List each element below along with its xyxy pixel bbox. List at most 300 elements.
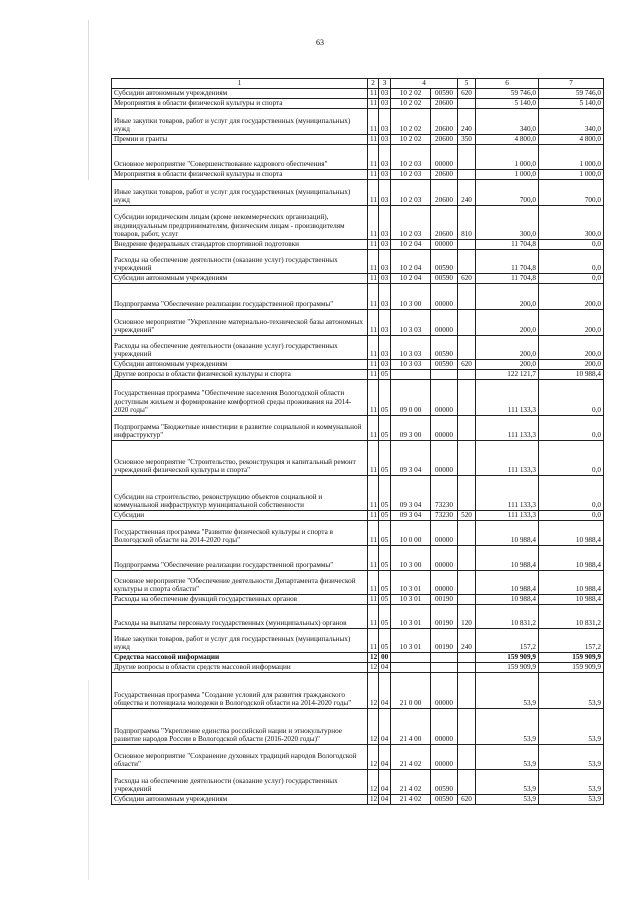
row-name-cell: Государственная программа "Создание условий для развития гражданского общества и потенциала молодежи в Вологодской области на 2014-2020 годы"	[112, 673, 368, 709]
table-row	[112, 770, 604, 795]
table-row	[112, 745, 604, 770]
section-code-cell: 11	[368, 605, 379, 629]
section-code-cell: 12	[368, 653, 379, 663]
expense-type-cell	[458, 145, 476, 170]
program-code-cell: 10 2 02	[391, 99, 431, 109]
direction-code-cell: 00000	[431, 673, 458, 709]
amount-2018-cell: 0,0	[539, 511, 604, 521]
subsection-code-cell: 05	[379, 629, 391, 653]
subsection-code-cell: 03	[379, 109, 391, 135]
subsection-code-cell: 03	[379, 360, 391, 370]
amount-2018-cell: 10 831,2	[539, 605, 604, 629]
table-row	[112, 605, 604, 629]
subsection-code-cell: 04	[379, 745, 391, 770]
table-row	[112, 360, 604, 370]
expense-type-cell	[458, 770, 476, 795]
section-code-cell: 11	[368, 336, 379, 360]
amount-2017-cell: 122 121,7	[476, 370, 539, 380]
amount-2018-cell: 0,0	[539, 416, 604, 441]
table-row	[112, 206, 604, 240]
program-code-cell: 09 3 04	[391, 441, 431, 476]
column-header: 5	[458, 79, 476, 89]
subsection-code-cell: 05	[379, 546, 391, 571]
section-code-cell: 12	[368, 795, 379, 805]
expense-type-cell: 810	[458, 206, 476, 240]
row-name-cell: Иные закупки товаров, работ и услуг для государственных (муниципальных) нужд	[112, 180, 368, 206]
section-code-cell: 12	[368, 663, 379, 673]
expense-type-cell	[458, 310, 476, 336]
amount-2017-cell: 200,0	[476, 284, 539, 310]
amount-2017-cell: 11 704,8	[476, 274, 539, 284]
amount-2018-cell: 1 000,0	[539, 145, 604, 170]
program-code-cell: 10 3 01	[391, 571, 431, 595]
direction-code-cell: 00590	[431, 360, 458, 370]
row-name-cell: Премии и гранты	[112, 135, 368, 145]
section-code-cell: 11	[368, 310, 379, 336]
section-code-cell: 11	[368, 416, 379, 441]
program-code-cell: 09 3 04	[391, 476, 431, 511]
amount-2017-cell: 10 988,4	[476, 595, 539, 605]
section-code-cell: 11	[368, 380, 379, 416]
row-name-cell: Основное мероприятие "Обеспечение деятельности Департамента физической культуры и спорта области"	[112, 571, 368, 595]
amount-2018-cell: 10 988,4	[539, 595, 604, 605]
row-name-cell: Мероприятия в области физической культуры и спорта	[112, 170, 368, 180]
section-code-cell: 11	[368, 206, 379, 240]
section-code-cell: 11	[368, 546, 379, 571]
section-code-cell: 11	[368, 476, 379, 511]
direction-code-cell: 00000	[431, 709, 458, 745]
direction-code-cell: 00000	[431, 571, 458, 595]
section-code-cell: 11	[368, 571, 379, 595]
subsection-code-cell: 05	[379, 595, 391, 605]
subsection-code-cell: 05	[379, 511, 391, 521]
row-name-cell: Мероприятия в области физической культуры и спорта	[112, 99, 368, 109]
subsection-code-cell: 05	[379, 605, 391, 629]
expense-type-cell	[458, 250, 476, 274]
amount-2018-cell: 1 000,0	[539, 170, 604, 180]
table-row	[112, 180, 604, 206]
amount-2017-cell: 11 704,8	[476, 250, 539, 274]
program-code-cell: 21 0 00	[391, 673, 431, 709]
direction-code-cell: 00590	[431, 336, 458, 360]
program-code-cell: 10 3 00	[391, 546, 431, 571]
program-code-cell: 10 3 03	[391, 360, 431, 370]
subsection-code-cell: 03	[379, 145, 391, 170]
row-name-cell: Основное мероприятие "Укрепление материально-технической базы автономных учреждений"	[112, 310, 368, 336]
amount-2017-cell: 159 909,9	[476, 653, 539, 663]
amount-2018-cell: 0,0	[539, 441, 604, 476]
table-row	[112, 595, 604, 605]
column-header: 3	[379, 79, 391, 89]
table-row	[112, 370, 604, 380]
section-code-cell: 11	[368, 250, 379, 274]
subsection-code-cell: 03	[379, 89, 391, 99]
amount-2017-cell: 200,0	[476, 360, 539, 370]
amount-2018-cell: 10 988,4	[539, 521, 604, 546]
table-row	[112, 274, 604, 284]
section-code-cell: 11	[368, 274, 379, 284]
subsection-code-cell: 05	[379, 370, 391, 380]
program-code-cell: 10 3 01	[391, 595, 431, 605]
program-code-cell: 09 0 00	[391, 380, 431, 416]
direction-code-cell: 00190	[431, 595, 458, 605]
program-code-cell: 21 4 02	[391, 745, 431, 770]
program-code-cell: 10 2 03	[391, 170, 431, 180]
amount-2018-cell: 200,0	[539, 310, 604, 336]
direction-code-cell: 20600	[431, 180, 458, 206]
amount-2017-cell: 4 800,0	[476, 135, 539, 145]
direction-code-cell: 00590	[431, 795, 458, 805]
subsection-code-cell: 03	[379, 250, 391, 274]
amount-2018-cell: 0,0	[539, 274, 604, 284]
program-code-cell: 10 2 04	[391, 240, 431, 250]
table-row	[112, 795, 604, 805]
section-code-cell: 11	[368, 595, 379, 605]
table-row	[112, 629, 604, 653]
table-row	[112, 571, 604, 595]
program-code-cell: 10 2 04	[391, 250, 431, 274]
amount-2018-cell: 53,9	[539, 745, 604, 770]
row-name-cell: Подпрограмма "Обеспечение реализации государственной программы"	[112, 284, 368, 310]
subsection-code-cell: 05	[379, 416, 391, 441]
expense-type-cell	[458, 745, 476, 770]
column-header: 1	[112, 79, 368, 89]
expense-type-cell: 620	[458, 360, 476, 370]
row-name-cell: Субсидии на строительство, реконструкцию объектов социальной и коммунальной инфраструктур муниципальной собственности	[112, 476, 368, 511]
subsection-code-cell: 03	[379, 99, 391, 109]
section-code-cell: 11	[368, 109, 379, 135]
expense-type-cell	[458, 709, 476, 745]
amount-2017-cell: 10 831,2	[476, 605, 539, 629]
direction-code-cell: 73230	[431, 511, 458, 521]
direction-code-cell: 73230	[431, 476, 458, 511]
direction-code-cell: 20600	[431, 99, 458, 109]
amount-2018-cell: 200,0	[539, 360, 604, 370]
row-name-cell: Субсидии автономным учреждениям	[112, 795, 368, 805]
table-row	[112, 709, 604, 745]
section-code-cell: 11	[368, 89, 379, 99]
amount-2017-cell: 200,0	[476, 336, 539, 360]
direction-code-cell	[431, 653, 458, 663]
program-code-cell: 10 3 01	[391, 629, 431, 653]
program-code-cell: 10 2 04	[391, 274, 431, 284]
program-code-cell: 21 4 00	[391, 709, 431, 745]
row-name-cell: Субсидии	[112, 511, 368, 521]
section-code-cell: 11	[368, 629, 379, 653]
expense-type-cell	[458, 99, 476, 109]
amount-2017-cell: 10 988,4	[476, 571, 539, 595]
program-code-cell	[391, 370, 431, 380]
amount-2017-cell: 53,9	[476, 795, 539, 805]
subsection-code-cell: 03	[379, 336, 391, 360]
budget-table	[111, 78, 604, 805]
amount-2018-cell: 0,0	[539, 250, 604, 274]
subsection-code-cell: 03	[379, 274, 391, 284]
table-row	[112, 416, 604, 441]
section-code-cell: 11	[368, 284, 379, 310]
expense-type-cell: 240	[458, 109, 476, 135]
direction-code-cell: 20600	[431, 206, 458, 240]
table-row	[112, 99, 604, 109]
amount-2018-cell: 200,0	[539, 284, 604, 310]
table-row	[112, 145, 604, 170]
expense-type-cell	[458, 595, 476, 605]
subsection-code-cell: 00	[379, 653, 391, 663]
expense-type-cell: 620	[458, 795, 476, 805]
program-code-cell: 10 2 03	[391, 145, 431, 170]
amount-2017-cell: 1 000,0	[476, 145, 539, 170]
expense-type-cell: 350	[458, 135, 476, 145]
row-name-cell: Подпрограмма "Бюджетные инвестиции в развитие социальной и коммунальной инфраструктур"	[112, 416, 368, 441]
program-code-cell	[391, 653, 431, 663]
expense-type-cell	[458, 673, 476, 709]
amount-2018-cell: 700,0	[539, 180, 604, 206]
direction-code-cell: 00000	[431, 546, 458, 571]
amount-2018-cell: 157,2	[539, 629, 604, 653]
expense-type-cell: 240	[458, 180, 476, 206]
subsection-code-cell: 03	[379, 284, 391, 310]
amount-2018-cell: 53,9	[539, 770, 604, 795]
expense-type-cell	[458, 170, 476, 180]
amount-2017-cell: 53,9	[476, 673, 539, 709]
row-name-cell: Иные закупки товаров, работ и услуг для государственных (муниципальных) нужд	[112, 629, 368, 653]
direction-code-cell: 00000	[431, 310, 458, 336]
section-code-cell: 11	[368, 240, 379, 250]
direction-code-cell: 00590	[431, 89, 458, 99]
program-code-cell: 10 3 03	[391, 336, 431, 360]
amount-2017-cell: 200,0	[476, 310, 539, 336]
amount-2017-cell: 59 746,0	[476, 89, 539, 99]
subsection-code-cell: 05	[379, 476, 391, 511]
page-number: 63	[316, 38, 324, 47]
subsection-code-cell: 04	[379, 795, 391, 805]
program-code-cell: 10 2 03	[391, 180, 431, 206]
row-name-cell: Основное мероприятие "Строительство, реконструкция и капитальный ремонт учреждений физической культуры и спорта"	[112, 441, 368, 476]
expense-type-cell	[458, 336, 476, 360]
column-header: 4	[391, 79, 458, 89]
row-name-cell: Расходы на обеспечение функций государственных органов	[112, 595, 368, 605]
amount-2018-cell: 200,0	[539, 336, 604, 360]
direction-code-cell: 00190	[431, 605, 458, 629]
expense-type-cell	[458, 521, 476, 546]
amount-2017-cell: 111 133,3	[476, 416, 539, 441]
table-row	[112, 89, 604, 99]
amount-2017-cell: 111 133,3	[476, 380, 539, 416]
expense-type-cell	[458, 240, 476, 250]
expense-type-cell: 120	[458, 605, 476, 629]
row-name-cell: Расходы на обеспечение деятельности (оказание услуг) государственных учреждений	[112, 250, 368, 274]
section-code-cell: 11	[368, 521, 379, 546]
subsection-code-cell: 04	[379, 709, 391, 745]
column-header: 7	[539, 79, 604, 89]
table-row	[112, 441, 604, 476]
section-code-cell: 11	[368, 99, 379, 109]
direction-code-cell: 00590	[431, 274, 458, 284]
expense-type-cell	[458, 380, 476, 416]
direction-code-cell	[431, 663, 458, 673]
row-name-cell: Средства массовой информации	[112, 653, 368, 663]
amount-2017-cell: 53,9	[476, 745, 539, 770]
amount-2017-cell: 111 133,3	[476, 511, 539, 521]
scan-artifact-line	[88, 680, 89, 880]
subsection-code-cell: 03	[379, 135, 391, 145]
program-code-cell: 10 3 03	[391, 310, 431, 336]
expense-type-cell	[458, 571, 476, 595]
expense-type-cell: 620	[458, 89, 476, 99]
program-code-cell: 10 2 02	[391, 135, 431, 145]
row-name-cell: Другие вопросы в области средств массовой информации	[112, 663, 368, 673]
amount-2018-cell: 159 909,9	[539, 653, 604, 663]
table-row	[112, 250, 604, 274]
row-name-cell: Иные закупки товаров, работ и услуг для государственных (муниципальных) нужд	[112, 109, 368, 135]
subsection-code-cell: 04	[379, 673, 391, 709]
row-name-cell: Государственная программа "Обеспечение населения Вологодской области доступным жильем и формирование комфортной среды проживания на 2014-2020 годы"	[112, 380, 368, 416]
amount-2017-cell: 157,2	[476, 629, 539, 653]
amount-2017-cell: 700,0	[476, 180, 539, 206]
section-code-cell: 11	[368, 370, 379, 380]
table-row	[112, 170, 604, 180]
expense-type-cell	[458, 416, 476, 441]
row-name-cell: Основное мероприятие "Сохранение духовных традиций народов Вологодской области"	[112, 745, 368, 770]
amount-2018-cell: 159 909,9	[539, 663, 604, 673]
direction-code-cell: 00000	[431, 441, 458, 476]
table-row	[112, 109, 604, 135]
row-name-cell: Субсидии автономным учреждениям	[112, 274, 368, 284]
subsection-code-cell: 05	[379, 380, 391, 416]
amount-2017-cell: 111 133,3	[476, 441, 539, 476]
amount-2017-cell: 53,9	[476, 770, 539, 795]
section-code-cell: 11	[368, 170, 379, 180]
section-code-cell: 11	[368, 135, 379, 145]
table-row	[112, 663, 604, 673]
program-code-cell: 10 0 00	[391, 521, 431, 546]
amount-2017-cell: 111 133,3	[476, 476, 539, 511]
table-row	[112, 240, 604, 250]
subsection-code-cell: 03	[379, 180, 391, 206]
table-row	[112, 310, 604, 336]
amount-2018-cell: 5 140,0	[539, 99, 604, 109]
expense-type-cell: 620	[458, 274, 476, 284]
table-row	[112, 653, 604, 663]
direction-code-cell	[431, 370, 458, 380]
amount-2018-cell: 300,0	[539, 206, 604, 240]
expense-type-cell: 240	[458, 629, 476, 653]
table-row	[112, 521, 604, 546]
direction-code-cell: 00000	[431, 416, 458, 441]
table-row	[112, 476, 604, 511]
row-name-cell: Государственная программа "Развитие физической культуры и спорта в Вологодской области на 2014-2020 годы"	[112, 521, 368, 546]
program-code-cell	[391, 663, 431, 673]
column-header: 6	[476, 79, 539, 89]
direction-code-cell: 00000	[431, 145, 458, 170]
section-code-cell: 12	[368, 770, 379, 795]
table-row	[112, 511, 604, 521]
section-code-cell: 11	[368, 180, 379, 206]
section-code-cell: 11	[368, 511, 379, 521]
amount-2018-cell: 53,9	[539, 795, 604, 805]
subsection-code-cell: 03	[379, 206, 391, 240]
section-code-cell: 11	[368, 360, 379, 370]
subsection-code-cell: 04	[379, 770, 391, 795]
row-name-cell: Расходы на обеспечение деятельности (оказание услуг) государственных учреждений	[112, 336, 368, 360]
row-name-cell: Внедрение федеральных стандартов спортивной подготовки	[112, 240, 368, 250]
program-code-cell: 21 4 02	[391, 770, 431, 795]
amount-2017-cell: 159 909,9	[476, 663, 539, 673]
expense-type-cell	[458, 546, 476, 571]
amount-2018-cell: 53,9	[539, 709, 604, 745]
column-header: 2	[368, 79, 379, 89]
program-code-cell: 10 3 00	[391, 284, 431, 310]
amount-2017-cell: 300,0	[476, 206, 539, 240]
section-code-cell: 12	[368, 709, 379, 745]
table-row	[112, 284, 604, 310]
row-name-cell: Субсидии юридическим лицам (кроме некоммерческих организаций), индивидуальным предпринимателям, физическим лицам - производителям товаров, работ, услуг	[112, 206, 368, 240]
row-name-cell: Расходы на выплаты персоналу государственных (муниципальных) органов	[112, 605, 368, 629]
amount-2018-cell: 4 800,0	[539, 135, 604, 145]
direction-code-cell: 20600	[431, 170, 458, 180]
amount-2018-cell: 59 746,0	[539, 89, 604, 99]
amount-2018-cell: 10 988,4	[539, 546, 604, 571]
section-code-cell: 12	[368, 673, 379, 709]
table-row	[112, 380, 604, 416]
row-name-cell: Субсидии автономным учреждениям	[112, 360, 368, 370]
amount-2018-cell: 10 988,4	[539, 370, 604, 380]
table-header-row	[112, 79, 604, 89]
subsection-code-cell: 05	[379, 441, 391, 476]
amount-2018-cell: 53,9	[539, 673, 604, 709]
amount-2017-cell: 10 988,4	[476, 546, 539, 571]
direction-code-cell: 00590	[431, 770, 458, 795]
program-code-cell: 09 3 00	[391, 416, 431, 441]
subsection-code-cell: 03	[379, 240, 391, 250]
program-code-cell: 09 3 04	[391, 511, 431, 521]
amount-2018-cell: 0,0	[539, 380, 604, 416]
program-code-cell: 21 4 02	[391, 795, 431, 805]
subsection-code-cell: 05	[379, 571, 391, 595]
direction-code-cell: 20600	[431, 135, 458, 145]
table-row	[112, 336, 604, 360]
program-code-cell: 10 2 02	[391, 109, 431, 135]
direction-code-cell: 00190	[431, 629, 458, 653]
amount-2018-cell: 0,0	[539, 240, 604, 250]
program-code-cell: 10 3 01	[391, 605, 431, 629]
expense-type-cell	[458, 476, 476, 511]
subsection-code-cell: 04	[379, 663, 391, 673]
direction-code-cell: 00000	[431, 380, 458, 416]
amount-2017-cell: 11 704,8	[476, 240, 539, 250]
direction-code-cell: 00000	[431, 521, 458, 546]
direction-code-cell: 20600	[431, 109, 458, 135]
section-code-cell: 11	[368, 145, 379, 170]
amount-2017-cell: 53,9	[476, 709, 539, 745]
subsection-code-cell: 05	[379, 521, 391, 546]
expense-type-cell	[458, 653, 476, 663]
direction-code-cell: 00000	[431, 284, 458, 310]
program-code-cell: 10 2 02	[391, 89, 431, 99]
amount-2017-cell: 5 140,0	[476, 99, 539, 109]
program-code-cell: 10 2 03	[391, 206, 431, 240]
amount-2017-cell: 340,0	[476, 109, 539, 135]
subsection-code-cell: 03	[379, 310, 391, 336]
row-name-cell: Расходы на обеспечение деятельности (оказание услуг) государственных учреждений	[112, 770, 368, 795]
subsection-code-cell: 03	[379, 170, 391, 180]
row-name-cell: Субсидии автономным учреждениям	[112, 89, 368, 99]
row-name-cell: Другие вопросы в области физической культуры и спорта	[112, 370, 368, 380]
amount-2018-cell: 340,0	[539, 109, 604, 135]
amount-2018-cell: 10 988,4	[539, 571, 604, 595]
direction-code-cell: 00000	[431, 745, 458, 770]
expense-type-cell	[458, 663, 476, 673]
